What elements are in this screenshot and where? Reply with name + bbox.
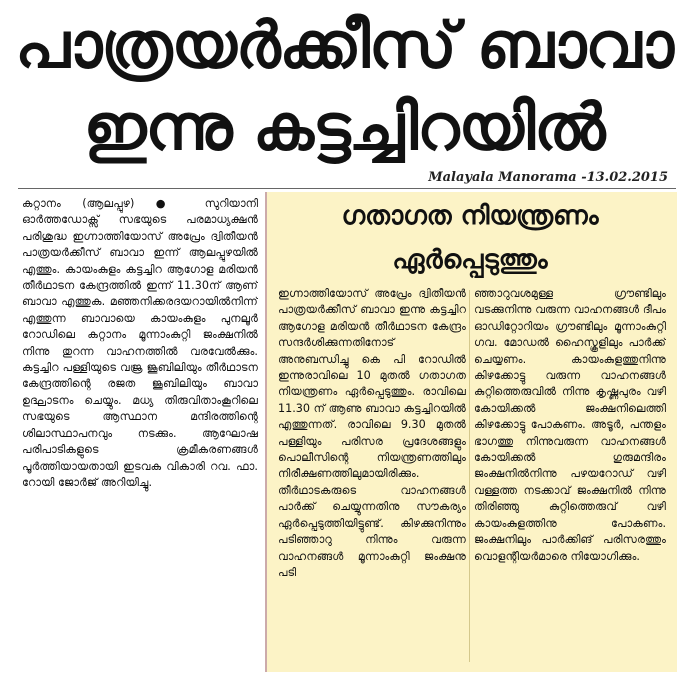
- headline-line-2: ഇന്നു കട്ടച്ചിറയിൽ: [83, 91, 605, 165]
- box-column-2: [474, 286, 666, 666]
- box-subhead-line-1: ഗതാഗത നിയന്ത്രണം: [341, 201, 599, 231]
- divider-rule: [18, 188, 676, 189]
- box-subhead-line-2: ഏർപ്പെടുത്തും: [392, 245, 548, 275]
- box-column-1: [278, 286, 466, 666]
- box-column-divider: [469, 290, 470, 662]
- source-credit: Malayala Manorama -13.02.2015: [428, 170, 668, 185]
- left-article-text: കറ്റാനം (ആലപ്പുഴ) ● സുറിയാനി ഓർത്തഡോക്സ് സഭയുടെ പരമാധ്യക്ഷൻ പരിശുദ്ധ ഇഗ്നാത്തിയോസ് അപ്രേം ദ്വിതീയൻ പാത്രയർക്കീസ് ബാവാ ഇന്ന് ആലപ്പുഴയിൽ എത്തും. കായംകുളം കട്ടച്ചിറ ആഗോള മരിയൻ തീർഥാടന കേന്ദ്രത്തിൽ ഇന്ന് 11.30ന് ആണ് ബാവാ എത്തുക. മഞ്ഞനിക്കരദയറായിൽനിന്ന് എത്തുന്ന ബാവായെ കായംകുളം പുനലൂർ റോഡിലെ കറ്റാനം മൂന്നാംകുറ്റി ജംക്ഷനിൽ നിന്നു തുറന്ന വാഹനത്തിൽ വരവേൽക്കും. കട്ടച്ചിറ പള്ളിയുടെ വജ്ര ജൂബിലിയും തീർഥാടന കേന്ദ്രത്തിന്റെ രജത ജൂബിലിയും ബാവാ ഉദ്ഘാടനം ചെയ്യും. മധ്യ തിരുവിതാംകൂറിലെ സഭയുടെ ആസ്ഥാന മന്ദിരത്തിന്റെ ശിലാസ്ഥാപനവും നടക്കും. ആഘോഷ പരിപാടികളുടെ ക്രമീകരണങ്ങൾ പൂർത്തിയായതായി ഇടവക വികാരി റവ. ഫാ. റോയി ജോർജ് അറിയിച്ചു.: [22, 197, 258, 489]
- box-column-1-text: ഇഗ്നാത്തിയോസ് അപ്രേം ദ്വിതീയൻ പാത്രയർക്കീസ് ബാവാ ഇന്നു കട്ടച്ചിറ ആഗോള മരിയൻ തീർഥാടന കേന്ദ്രം സന്ദർശിക്കുന്നതിനോട് അനുബന്ധിച്ചു കെ പി റോഡിൽ ഇന്നുരാവിലെ 10 മുതൽ ഗതാഗത നിയന്ത്രണം ഏർപ്പെടുത്തും. രാവിലെ 11.30 ന് ആണു ബാവാ കട്ടച്ചിറയിൽ എത്തുന്നത്. രാവിലെ 9.30 മുതൽ പള്ളിയും പരിസര പ്രദേശങ്ങളും പൊലീസിന്റെ നിയന്ത്രണത്തിലും നിരീക്ഷണത്തിലുമായിരിക്കും. തീർഥാടകരുടെ വാഹനങ്ങൾ പാർക്ക് ചെയ്യുന്നതിനു സൗകര്യം ഏർപ്പെടുത്തിയിട്ടുണ്ട്. കിഴക്കുനിന്നും പടിഞ്ഞാറു നിന്നും വരുന്ന വാഹനങ്ങൾ മൂന്നാംകുറ്റി ജംക്ഷനു പടി: [278, 287, 466, 579]
- left-article-column: [22, 196, 258, 682]
- headline-line-1: പാത്രയർക്കീസ് ബാവാ: [15, 9, 673, 83]
- box-column-2-text: ഞ്ഞാറുവശമുള്ള ഗ്രൗണ്ടിലും വടക്കുനിന്നു വരുന്ന വാഹനങ്ങൾ ദീപം ഓഡിറ്റോറിയം ഗ്രൗണ്ടിലും മൂന്നാംകുറ്റി ഗവ. മോഡൽ ഹൈസ്കൂളിലും പാർക്ക് ചെയ്യണം. കായംകുളത്തുനിന്നു കിഴക്കോട്ടു വരുന്ന വാഹനങ്ങൾ കുറ്റിത്തെരുവിൽ നിന്നു കൃഷ്ണപുരം വഴി കോയിക്കൽ ജംക്ഷനിലെത്തി കിഴക്കോട്ടു പോകണം. അടൂർ, പന്തളം ഭാഗത്തു നിന്നുവരുന്ന വാഹനങ്ങൾ കോയിക്കൽ ഗുരുമന്ദിരം ജംക്ഷനിൽനിന്നു പഴയറോഡ് വഴി വള്ളത്ത നടക്കാവ് ജംക്ഷനിൽ നിന്നു തിരിഞ്ഞു കുറ്റിത്തെരുവ് വഴി കായംകുളത്തിനു പോകണം. ജംക്ഷനിലും പാർക്കിങ് പരിസരത്തും വൊളന്റിയർമാരെ നിയോഗിക്കും.: [474, 287, 666, 563]
